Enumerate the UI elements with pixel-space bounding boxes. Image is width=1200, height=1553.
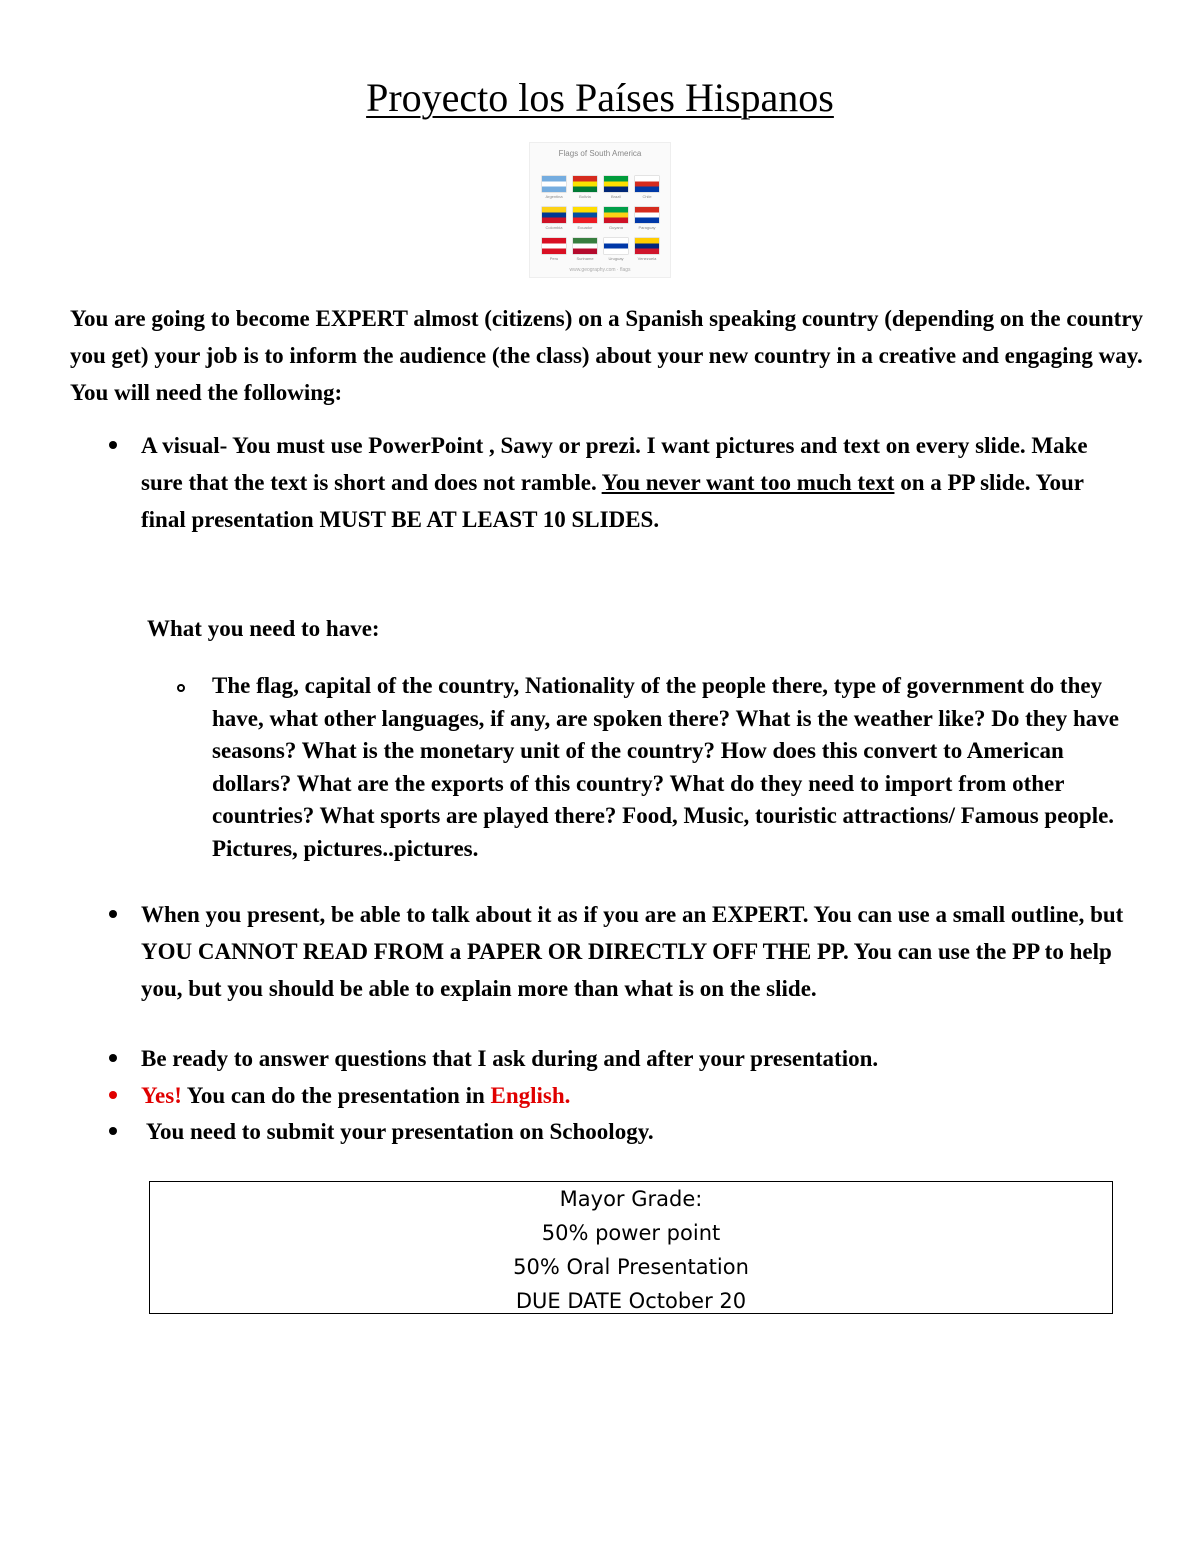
flag-label: Argentina xyxy=(545,194,563,199)
flag-label: Chile xyxy=(642,194,652,199)
yes-text: Yes! xyxy=(141,1083,182,1108)
flag-label: Colombia xyxy=(545,225,563,230)
flag-argentina-icon xyxy=(542,176,566,199)
bullet-present-expert: When you present, be able to talk about it as if you are an EXPERT. You can use a small outline, but YOU CANNOT READ FROM a PAPER OR DIRECTLY OFF THE PP. You can use the PP to help you, but you should be able to explain more than what is on the slide. xyxy=(141,902,1124,1001)
flag-label: Uruguay xyxy=(608,256,624,261)
flag-venezuela-icon xyxy=(635,238,659,261)
flag-label: Venezuela xyxy=(637,256,657,261)
english-text: English. xyxy=(490,1083,571,1108)
underlined-text: You never want too much text xyxy=(601,470,895,495)
flag-label: Peru xyxy=(549,256,559,261)
image-title: Flags of South America xyxy=(558,149,642,158)
red-bullet-icon xyxy=(109,1091,117,1099)
grade-oral-presentation: 50% Oral Presentation xyxy=(513,1255,749,1279)
sub-bullet-requirements: The flag, capital of the country, Nationality of the people there, type of government do they have, what other languages, if any, are spoken there? What is the weather like? Do they have seasons? What is the monetary unit of the country? How does this convert to American dollars? What are the exports of this country? What do they need to import from other countries? What sports are played there? Food, Music, touristic attractions/ Famous people. Pictures, pictures..pictures. xyxy=(212,673,1120,861)
flag-ecuador-icon xyxy=(573,207,597,230)
grade-power-point: 50% power point xyxy=(541,1221,721,1245)
flag-uruguay-icon xyxy=(604,238,628,261)
flag-guyana-icon xyxy=(604,207,628,230)
bullet-icon xyxy=(109,1127,117,1135)
need-heading: What you need to have: xyxy=(147,616,380,641)
intro-paragraph: You are going to become EXPERT almost (citizens) on a Spanish speaking country (depending on the country you get) your job is to inform the audience (the class) about your new country in a creative and engaging way. You will need the following: xyxy=(70,306,1144,405)
bullet-icon xyxy=(109,441,117,449)
page-title: Proyecto los Países Hispanos xyxy=(366,75,834,120)
grade-box xyxy=(149,1181,1113,1314)
flag-brazil-icon xyxy=(604,176,628,199)
flag-label: Bolivia xyxy=(579,194,591,199)
due-date: DUE DATE October 20 xyxy=(515,1289,747,1313)
flag-label: Paraguay xyxy=(638,225,656,230)
flag-paraguay-icon xyxy=(635,207,659,230)
bullet-icon xyxy=(109,1054,117,1062)
flags-of-south-america-image xyxy=(529,142,671,278)
flag-chile-icon xyxy=(635,176,659,199)
grade-heading: Mayor Grade: xyxy=(559,1187,703,1211)
flag-label: Ecuador xyxy=(577,225,593,230)
sub-bullet-icon xyxy=(177,684,185,692)
flag-bolivia-icon xyxy=(573,176,597,199)
flag-label: Suriname xyxy=(576,256,594,261)
bullet-answer-questions: Be ready to answer questions that I ask during and after your presentation. xyxy=(141,1046,879,1071)
flag-suriname-icon xyxy=(573,238,597,261)
bullet-visual-requirement: A visual- You must use PowerPoint , Sawy or prezi. I want pictures and text on every slide. Make sure that the text is short and does not ramble. You never want too much text on a PP slide. Your final presentation MUST BE AT LEAST 10 SLIDES. xyxy=(141,433,1088,532)
image-footer: www.geography.com · flags xyxy=(569,267,631,273)
flag-peru-icon xyxy=(542,238,566,261)
bullet-icon xyxy=(109,910,117,918)
bullet-english: Yes! You can do the presentation in English. xyxy=(141,1083,571,1108)
flag-label: Brazil xyxy=(610,194,621,199)
bullet-submit-schoology: You need to submit your presentation on Schoology. xyxy=(141,1119,654,1144)
flag-label: Guyana xyxy=(608,225,623,230)
flag-colombia-icon xyxy=(542,207,566,230)
